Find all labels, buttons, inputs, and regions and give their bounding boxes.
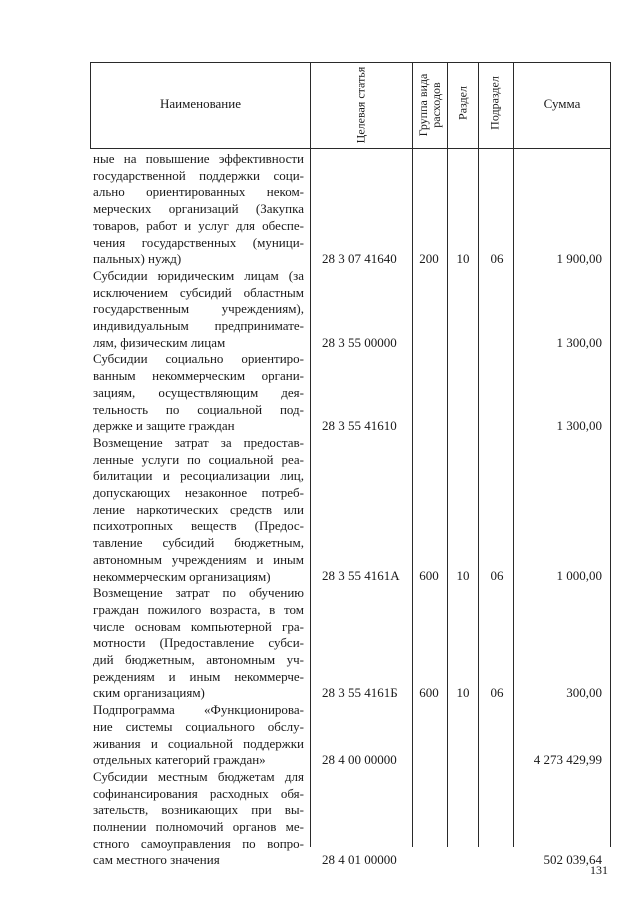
- row-name-line: ление наркотических средств или: [93, 501, 304, 517]
- row-amount: 1 300,00: [556, 334, 602, 350]
- row-target-article: 28 4 00 00000: [322, 752, 397, 768]
- row-name-line: некоммерческим организациям): [93, 568, 271, 584]
- table-row: [0, 585, 640, 702]
- row-subsection: 06: [490, 685, 504, 701]
- row-name-line: допускающих незаконное потреб-: [93, 485, 304, 500]
- row-section: 10: [456, 251, 470, 267]
- row-amount: 1 000,00: [556, 568, 602, 584]
- row-name: [93, 702, 304, 769]
- row-subsection: 06: [490, 568, 504, 584]
- table-row: [0, 268, 640, 352]
- row-name: [93, 268, 304, 352]
- row-name-line: стного самоуправления по вопро-: [93, 835, 304, 851]
- header-amount: Сумма: [543, 96, 581, 111]
- row-target-article: 28 3 55 00000: [322, 334, 397, 350]
- header-section: Раздел: [455, 86, 470, 120]
- row-name-line: Субсидии юридическим лицам (за: [93, 267, 304, 283]
- row-name-line: Субсидии социально ориентиро-: [93, 351, 304, 367]
- header-expense-group: Группа вида расходов: [416, 73, 443, 137]
- row-name-line: реждениям и иным некоммерче-: [93, 668, 304, 684]
- row-name-line: отдельных категорий граждан»: [93, 752, 266, 768]
- row-name-line: сам местного значения: [93, 852, 220, 868]
- row-name-line: государственным учреждениям),: [93, 301, 304, 317]
- row-name-line: зательств, возникающих при вы-: [93, 802, 304, 818]
- row-expense-group: 600: [419, 685, 439, 701]
- row-name-line: государственной поддержки соци-: [93, 167, 304, 183]
- row-name-line: пальных) нужд): [93, 251, 182, 267]
- row-amount: 4 273 429,99: [533, 752, 602, 768]
- row-amount: 300,00: [566, 685, 602, 701]
- table-row: [0, 351, 640, 435]
- row-section: 10: [456, 568, 470, 584]
- row-name-line: ние системы социального обслу-: [93, 718, 304, 734]
- row-expense-group: 200: [419, 251, 439, 267]
- row-name-line: автономным учреждениям и иным: [93, 551, 304, 567]
- row-name-line: числе основам компьютерной гра-: [93, 618, 304, 634]
- row-name: [93, 351, 304, 435]
- row-name-line: Подпрограмма «Функционирова-: [93, 702, 304, 718]
- row-name-line: софинансирования расходных обя-: [93, 785, 304, 801]
- row-name-line: ванным некоммерческим органи-: [93, 368, 304, 384]
- row-name-line: тельность по социальной под-: [93, 401, 304, 417]
- row-name-line: ленные услуги по социальной реа-: [93, 451, 304, 467]
- row-section: 10: [456, 685, 470, 701]
- page-number: 131: [590, 863, 608, 877]
- row-name-line: держке и защите граждан: [93, 418, 235, 434]
- row-target-article: 28 3 55 4161А: [322, 568, 400, 584]
- row-name-line: психотропных веществ (Предос-: [93, 518, 304, 534]
- row-target-article: 28 4 01 00000: [322, 852, 397, 868]
- row-name: [93, 585, 304, 702]
- table-row: [0, 702, 640, 769]
- row-target-article: 28 3 07 41640: [322, 251, 397, 267]
- row-name-line: лям, физическим лицам: [93, 334, 226, 350]
- row-subsection: 06: [490, 251, 504, 267]
- table-row: [0, 435, 640, 585]
- row-amount: 502 039,64: [543, 852, 602, 868]
- row-name-line: товаров, работ и услуг для обеспе-: [93, 217, 304, 233]
- header-bottom-border: [90, 148, 611, 149]
- row-name-line: тавление субсидий бюджетным,: [93, 535, 304, 551]
- row-target-article: 28 3 55 4161Б: [322, 685, 398, 701]
- row-name-line: чения государственных (муници-: [93, 234, 304, 250]
- header-subsection: Подраздел: [487, 76, 502, 130]
- row-name-line: Субсидии местным бюджетам для: [93, 768, 304, 784]
- row-name-line: зациям, осуществляющим дея-: [93, 384, 304, 400]
- row-name-line: живания и социальной поддержки: [93, 735, 304, 751]
- row-name-line: мотности (Предоставление субси-: [93, 635, 304, 651]
- row-name-line: граждан пожилого возраста, в том: [93, 601, 304, 617]
- row-name: [93, 769, 304, 869]
- row-name-line: исключением субсидий областным: [93, 284, 304, 300]
- row-expense-group: 600: [419, 568, 439, 584]
- row-target-article: 28 3 55 41610: [322, 418, 397, 434]
- row-amount: 1 300,00: [556, 418, 602, 434]
- header-target-article: Целевая статья: [353, 66, 368, 144]
- row-name-line: дий бюджетным, автономным уч-: [93, 652, 304, 667]
- row-name-line: ально ориентированных неком-: [93, 184, 304, 200]
- header-name: Наименование: [160, 96, 241, 111]
- table-row: [0, 151, 640, 268]
- row-name-line: Возмещение затрат по обучению: [93, 585, 304, 601]
- row-amount: 1 900,00: [556, 251, 602, 267]
- row-name-line: ским организациям): [93, 685, 205, 701]
- table-top-border: [90, 62, 611, 63]
- row-name: [93, 435, 304, 585]
- row-name-line: ные на повышение эффективности: [93, 151, 304, 166]
- table-row: [0, 769, 640, 869]
- row-name-line: билитации и ресоциализации лиц,: [93, 468, 304, 484]
- row-name-line: Возмещение затрат за предостав-: [93, 434, 304, 450]
- row-name-line: полнении полномочий органов ме-: [93, 819, 304, 834]
- row-name-line: индивидуальным предпринимате-: [93, 318, 304, 333]
- row-name-line: мерческих организаций (Закупка: [93, 201, 304, 217]
- row-name: [93, 151, 304, 268]
